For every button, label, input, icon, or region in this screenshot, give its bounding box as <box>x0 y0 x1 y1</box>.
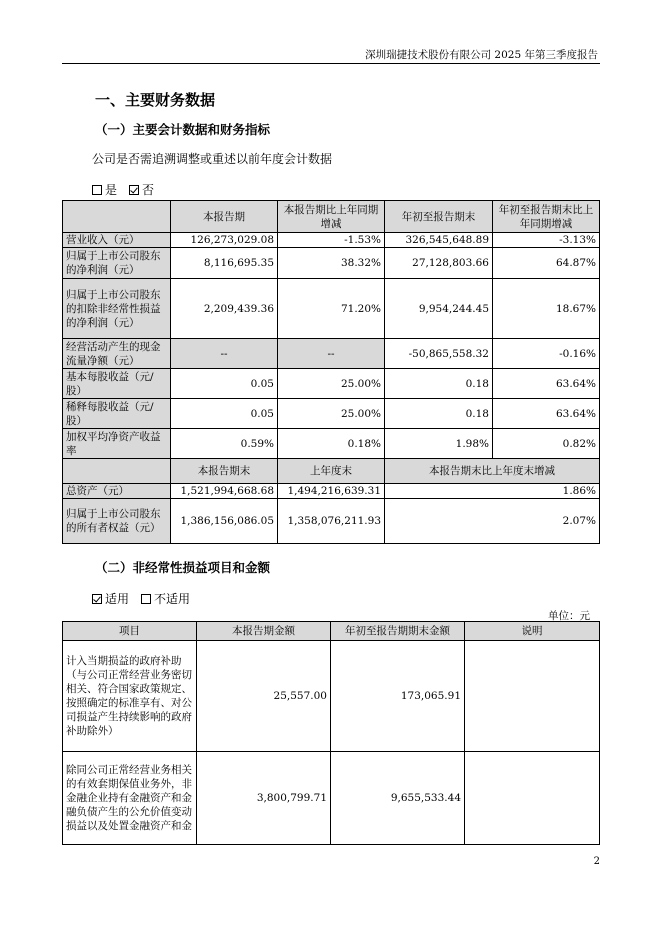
table-header-row <box>63 201 600 233</box>
row-label: 加权平均净资产收益率 <box>63 429 171 459</box>
header-blank-cell <box>63 459 171 484</box>
header-cell: 说明 <box>465 622 600 641</box>
value-cell: 173,065.91 <box>331 641 465 752</box>
checkbox-applicable-label: 适用 <box>105 592 130 606</box>
value-cell: -3.13% <box>493 233 600 248</box>
row-label: 归属于上市公司股东的净利润（元） <box>63 248 171 279</box>
value-cell: -50,865,558.32 <box>385 339 493 369</box>
non-recurring-items-table <box>62 621 600 845</box>
checkbox-not-applicable-label: 不适用 <box>154 592 191 606</box>
value-cell: 2,209,439.36 <box>171 279 278 339</box>
row-label: 除同公司正常经营业务相关的有效套期保值业务外，非金融企业持有金融资产和金融负债产生的公允价值变动损益以及处置金融资产和金 <box>63 752 197 845</box>
table-row <box>63 248 600 279</box>
checkbox-no-label: 否 <box>142 183 155 197</box>
checkbox-yes[interactable] <box>92 185 102 195</box>
value-cell: 38.32% <box>278 248 385 279</box>
table-row <box>63 279 600 339</box>
row-label: 基本每股收益（元/股） <box>63 369 171 399</box>
header-cell: 本报告期末比上年度末增减 <box>385 459 600 484</box>
value-cell: 126,273,029.08 <box>171 233 278 248</box>
value-cell: 2.07% <box>385 499 600 544</box>
value-cell: 25,557.00 <box>197 641 331 752</box>
row-label: 归属于上市公司股东的所有者权益（元） <box>63 499 171 544</box>
report-header-title: 深圳瑞捷技术股份有限公司 2025 年第三季度报告 <box>365 49 598 61</box>
table-row <box>63 233 600 248</box>
table-row <box>63 484 600 499</box>
header-cell: 项目 <box>63 622 197 641</box>
subsection-title-1: （一）主要会计数据和财务指标 <box>95 122 271 137</box>
table-row <box>63 339 600 369</box>
value-cell: 71.20% <box>278 279 385 339</box>
header-cell: 本报告期比上年同期增减 <box>278 201 385 233</box>
value-cell: 64.87% <box>493 248 600 279</box>
value-cell: 1.98% <box>385 429 493 459</box>
value-cell: -- <box>171 339 278 369</box>
applicability-options <box>92 590 190 607</box>
header-cell: 上年度末 <box>278 459 385 484</box>
row-label: 归属于上市公司股东的扣除非经常性损益的净利润（元） <box>63 279 171 339</box>
checkbox-applicable[interactable] <box>92 594 102 604</box>
key-financial-data-table <box>62 200 600 544</box>
value-cell: 63.64% <box>493 399 600 429</box>
value-cell: 0.18% <box>278 429 385 459</box>
value-cell: 0.05 <box>171 369 278 399</box>
value-cell: 63.64% <box>493 369 600 399</box>
unit-label: 单位：元 <box>548 610 590 622</box>
table-header-row-2 <box>63 459 600 484</box>
value-cell: 27,128,803.66 <box>385 248 493 279</box>
value-cell <box>465 641 600 752</box>
table-row <box>63 399 600 429</box>
header-cell: 本报告期金额 <box>197 622 331 641</box>
value-cell: -- <box>278 339 385 369</box>
row-label: 稀释每股收益（元/股） <box>63 399 171 429</box>
value-cell: 9,954,244.45 <box>385 279 493 339</box>
table-row <box>63 499 600 544</box>
value-cell <box>465 752 600 845</box>
value-cell: 9,655,533.44 <box>331 752 465 845</box>
row-label: 总资产（元） <box>63 484 171 499</box>
value-cell: 1.86% <box>385 484 600 499</box>
value-cell: 0.18 <box>385 399 493 429</box>
value-cell: 0.82% <box>493 429 600 459</box>
row-label: 计入当期损益的政府补助（与公司正常经营业务密切相关、符合国家政策规定、按照确定的标准享有、对公司损益产生持续影响的政府补助除外） <box>63 641 197 752</box>
value-cell: 25.00% <box>278 399 385 429</box>
restatement-options <box>92 181 154 198</box>
value-cell: 0.59% <box>171 429 278 459</box>
table-header-row <box>63 622 600 641</box>
value-cell: 326,545,648.89 <box>385 233 493 248</box>
header-cell: 年初至报告期期末金额 <box>331 622 465 641</box>
value-cell: -0.16% <box>493 339 600 369</box>
header-cell: 本报告期末 <box>171 459 278 484</box>
restatement-question: 公司是否需追溯调整或重述以前年度会计数据 <box>92 152 333 166</box>
row-label: 经营活动产生的现金流量净额（元） <box>63 339 171 369</box>
checkbox-no[interactable] <box>129 185 139 195</box>
value-cell: 0.05 <box>171 399 278 429</box>
value-cell: 8,116,695.35 <box>171 248 278 279</box>
header-cell: 本报告期 <box>171 201 278 233</box>
value-cell: 1,494,216,639.31 <box>278 484 385 499</box>
table-row <box>63 429 600 459</box>
value-cell: 25.00% <box>278 369 385 399</box>
value-cell: -1.53% <box>278 233 385 248</box>
checkbox-yes-label: 是 <box>105 183 118 197</box>
header-blank-cell <box>63 201 171 233</box>
row-label: 营业收入（元） <box>63 233 171 248</box>
section-title: 一、主要财务数据 <box>95 91 216 109</box>
value-cell: 3,800,799.71 <box>197 752 331 845</box>
header-divider <box>62 63 600 64</box>
header-cell: 年初至报告期末 <box>385 201 493 233</box>
table-row <box>63 369 600 399</box>
subsection-title-2: （二）非经常性损益项目和金额 <box>95 560 271 575</box>
checkbox-not-applicable[interactable] <box>141 594 151 604</box>
table-row <box>63 752 600 845</box>
value-cell: 1,358,076,211.93 <box>278 499 385 544</box>
value-cell: 0.18 <box>385 369 493 399</box>
value-cell: 18.67% <box>493 279 600 339</box>
page-number: 2 <box>593 856 600 867</box>
table-row <box>63 641 600 752</box>
value-cell: 1,386,156,086.05 <box>171 499 278 544</box>
value-cell: 1,521,994,668.68 <box>171 484 278 499</box>
header-cell: 年初至报告期末比上年同期增减 <box>493 201 600 233</box>
